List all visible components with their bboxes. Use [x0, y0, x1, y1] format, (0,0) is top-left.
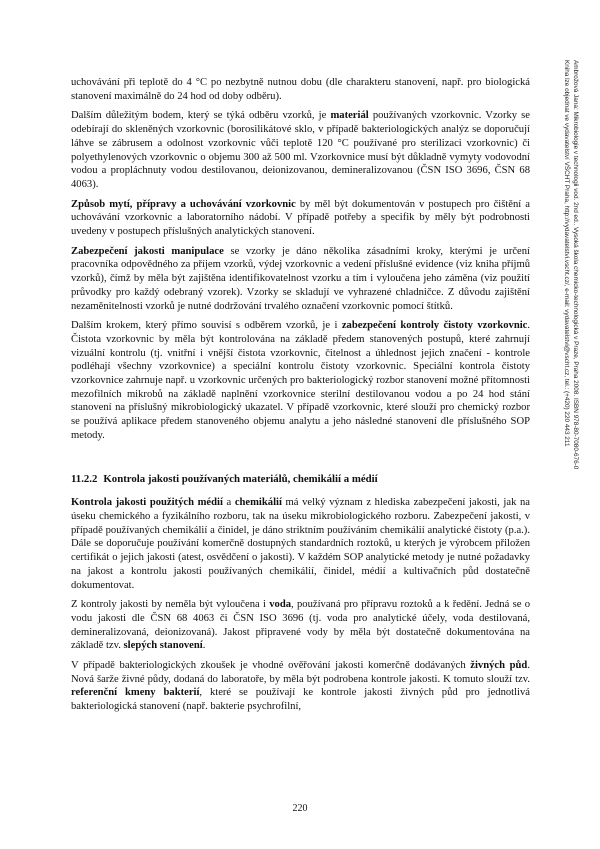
bold-term-blank-tests: slepých stanovení	[123, 640, 203, 652]
bold-term-washing: Způsob mytí, přípravy a uchovávání vzorkovnic	[71, 198, 296, 210]
bold-term-media: Kontrola jakosti použitých médií	[71, 497, 223, 509]
section-title: Kontrola jakosti používaných materiálů, chemikálií a médií	[103, 472, 378, 485]
bold-term-handling: Zabezpečení jakosti manipulace	[71, 245, 224, 257]
text-run: . Čistota vzorkovnic by měla být kontrolována na základě předem stanovených postupů, které zahrnují vizuální kontrolu (tj. vnitřní i vnější čistota vzorkovnic, čitelnost a úhlednost jejich značení - kontrole podléhají všechny vzorkovnice) a speciální kontrolu čistoty vzorkovnic. Speciální kontrola čistoty vzorkovnice zahrnuje např. u vzorkovnic určených pro bakteriologický rozbor stanovení možné přítomnosti mezofilních mikrobů na základě naplnění vzorkovnice sterilní destilovanou vodou a po 24 hod stání stanovení na příslušný mikrobiologický ukazatel. V případě vzorkovnic, které slouží pro chemický rozbor se používá aplikace předem stanoveného objemu analytu a jeho následné stanovení dle příslušného SOP metody.	[71, 320, 531, 441]
text-run: by měl být dokumentován v postupech pro čištění a uchovávání vzorkovnic a laboratorního nádobí. V případě potřeby a specifik by měly být podrobnosti uvedeny v postupech příslušných analytických stanovení.	[71, 198, 530, 238]
text-run: používaných vzorkovnic. Vzorky se odebírají do skleněných vzorkovnic (borosilikátové sklo, v případě bakteriologických analýz se doporučují láhve se zábrusem a odolnost vzorkovnic vůči teplotě 120 °C používané pro sterilizaci vzorkovnic) či polyethylenových vzorkovnic o objemu 300 až 500 ml. Vzorkovnice musí být důkladně vymyty vodovodní vodou a propláchnuty vodou destilovanou, deionizovanou, demineralizovanou (ČSN ISO 3696, ČSN 68 4063).	[71, 110, 530, 190]
bold-term-reference-strains: referenční kmeny bakterií	[71, 687, 200, 699]
bold-term-chemicals: chemikálií	[234, 497, 282, 509]
paragraph-media-chemicals	[71, 496, 530, 592]
side-citation-line-2: Kniha lze objednat ve vydavatelství VŠCHT Praha, http://vydavatelstvi.vscht.cz/, e-mail: vydavatelstvi@vscht.cz, tel.: (+420) 220 443 211	[563, 60, 570, 447]
text-run: Dalším krokem, který přímo souvisí s odběrem vzorků, je i	[71, 320, 342, 332]
body-text	[71, 76, 530, 720]
text-run: Z kontroly jakosti by neměla být vyloučena i	[71, 599, 270, 611]
paragraph-cleanliness	[71, 319, 530, 442]
bold-term-cleanliness: zabezpečení kontroly čistoty vzorkovnic	[341, 320, 528, 332]
side-citation-line-1: Ambrožová Jana: Mikrobiologie v technologii vod. 2nd ed.. Vysoká škola chemicko-technologická v Praze, Praha 2008. ISBN 978-80-7080-676-0	[572, 60, 579, 470]
paragraph-container-material	[71, 109, 530, 191]
text-run: , které se používají ke kontrole jakosti živných půd pro jednotlivá bakteriologická stanovení (např. bakterie psychrofilní,	[71, 687, 530, 713]
text-run: má velký význam z hlediska zabezpečení jakosti, jak na úseku chemického a fyzikálního rozboru, tak na úseku mikrobiologického rozboru. Zabezpečení jakosti, v případě používaných chemikálií a činidel, je dáno striktním používáním chemikálií analytické čistoty (p.a.). Dále se doporučuje používání komerčně dostupných standardních roztoků, u kterých je výrobcem přiložen certifikát o jejich jakosti (atest, osvědčení o jakosti). V každém SOP analytické metody je nutné požadavky na jakost a kontrolu jakosti používaných chemikálií, činidel, médií a kultivačních půd dostatečně dokumentovat.	[71, 497, 530, 591]
text-run: se vzorky je dáno několika zásadními kroky, kterými je určení pracovníka odpovědného za příjem vzorků, výdej vzorkovnic a vedení příslušné evidence (viz kniha příjmů vzorků), čímž by měla být zajištěna identifikovatelnost vzorku a tím i vyloučena jeho záměna (viz použití průvodky pro každý odebraný vzorek). Vzorky se skladují ve vyhrazené chladničce. Z důvodu zajištění nezaměnitelnosti vzorků je nutné dodržování trvalého označení vzorkovnic pomocí štítků.	[71, 245, 530, 312]
bold-term-water: voda	[269, 599, 292, 611]
paragraph-washing	[71, 198, 530, 239]
text-run: . Nová šarže živné půdy, dodaná do laboratoře, by měla být podrobena kontrole jakosti. K tomuto slouží tzv.	[71, 660, 530, 685]
text-run: Dalším důležitým bodem, který se týká odběru vzorků, je	[71, 110, 331, 122]
side-citation-note	[548, 60, 580, 660]
paragraph-water	[71, 598, 530, 653]
text-run: , používaná pro přípravu roztoků a k ředění. Jedná se o vodu jakosti dle ČSN 68 4063 či ČSN ISO 3696 (tj. voda pro analytické účely, voda destilovaná, demineralizovaná, deionizovaná). Jakost připravené vody by měla být dostatečně dokumentována na základě tzv.	[71, 599, 530, 652]
paragraph-sample-storage: uchovávání při teplotě do 4 °C po nezbytně nutnou dobu (dle charakteru stanovení, např. pro biologická stanovení maximálně do 24 hod od doby odběru).	[71, 77, 530, 102]
section-heading	[71, 473, 530, 487]
section-number: 11.2.2	[71, 472, 98, 485]
page-number: 220	[292, 803, 308, 814]
paragraph-nutrient-media	[71, 659, 530, 714]
bold-term-nutrient-media: živných půd	[470, 660, 528, 672]
text-run: a	[222, 497, 235, 509]
text-run: V případě bakteriologických zkoušek je vhodné ověřování jakosti komerčně dodávaných	[71, 660, 471, 672]
paragraph-handling	[71, 245, 530, 314]
bold-term-material: materiál	[330, 110, 369, 122]
side-citation-text	[562, 60, 580, 660]
text-run: .	[202, 640, 206, 652]
